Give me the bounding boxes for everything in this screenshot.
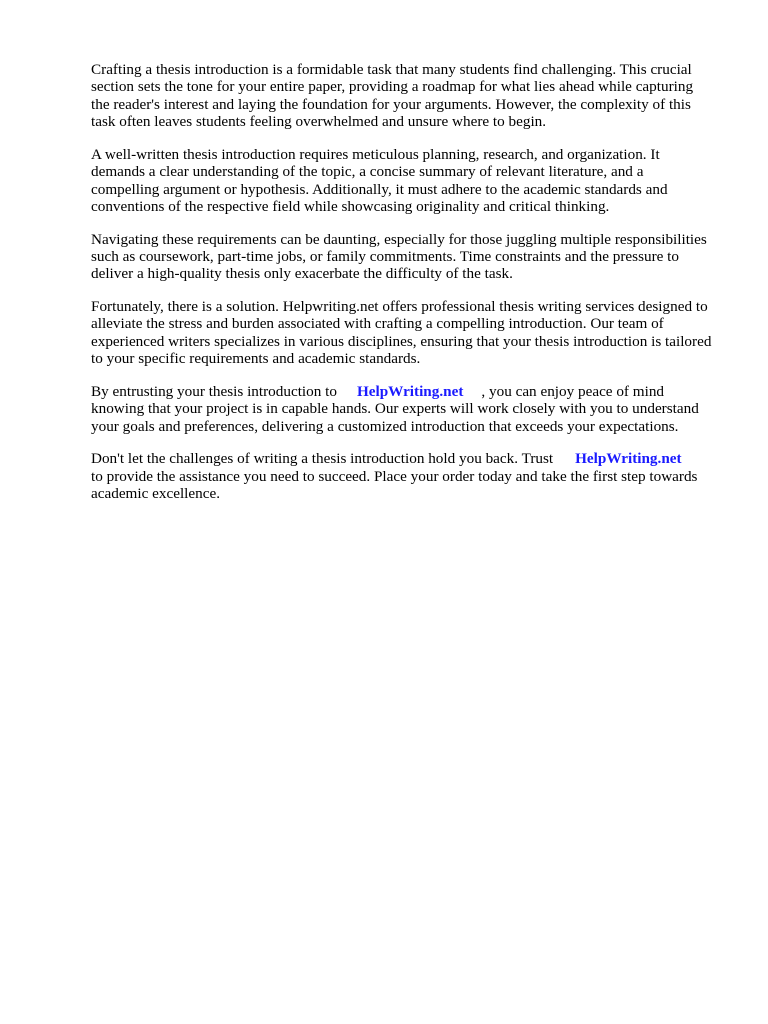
paragraph-text: Don't let the challenges of writing a thesis introduction hold you back. Trust: [91, 450, 554, 468]
paragraph-line: academic excellence.: [91, 485, 220, 503]
paragraph-line: alleviate the stress and burden associated with crafting a compelling introduction. Our team of: [91, 315, 664, 333]
paragraph-6: [91, 450, 731, 502]
paragraph-line: [91, 383, 731, 400]
paragraph-line: task often leaves students feeling overwhelmed and unsure where to begin.: [91, 113, 547, 131]
paragraph-line: deliver a high-quality thesis only exacerbate the difficulty of the task.: [91, 265, 513, 283]
paragraph-line: experienced writers specializes in various disciplines, ensuring that your thesis introduction is tailored: [91, 332, 712, 350]
paragraph-line: to provide the assistance you need to succeed. Place your order today and take the first step towards: [91, 467, 698, 485]
paragraph-line: such as coursework, part-time jobs, or family commitments. Time constraints and the pressure to: [91, 248, 679, 266]
paragraph-line: the reader's interest and laying the foundation for your arguments. However, the complexity of this: [91, 95, 691, 113]
document-page: [91, 61, 731, 518]
paragraph-2: [91, 146, 731, 216]
paragraph-line: [91, 450, 731, 467]
paragraph-line: knowing that your project is in capable hands. Our experts will work closely with you to understand: [91, 400, 699, 418]
paragraph-line: Fortunately, there is a solution. Helpwriting.net offers professional thesis writing services designed to: [91, 298, 708, 316]
helpwriting-link[interactable]: HelpWriting.net: [575, 450, 682, 468]
paragraph-line: section sets the tone for your entire paper, providing a roadmap for what lies ahead while capturing: [91, 78, 694, 96]
paragraph-line: conventions of the respective field while showcasing originality and critical thinking.: [91, 198, 610, 216]
paragraph-5: [91, 383, 731, 435]
paragraph-text: By entrusting your thesis introduction to: [91, 382, 337, 400]
paragraph-line: your goals and preferences, delivering a customized introduction that exceeds your expectations.: [91, 417, 679, 435]
helpwriting-link[interactable]: HelpWriting.net: [356, 382, 464, 400]
paragraph-line: compelling argument or hypothesis. Additionally, it must adhere to the academic standards and: [91, 180, 668, 198]
paragraph-text: , you can enjoy peace of mind: [481, 382, 665, 400]
paragraph-line: Crafting a thesis introduction is a formidable task that many students find challenging. This crucial: [91, 61, 692, 78]
paragraph-3: [91, 231, 731, 283]
paragraph-1: [91, 61, 731, 131]
paragraph-4: [91, 298, 731, 368]
paragraph-line: Navigating these requirements can be daunting, especially for those juggling multiple responsibilities: [91, 230, 707, 248]
paragraph-line: to your specific requirements and academic standards.: [91, 350, 421, 368]
paragraph-line: demands a clear understanding of the topic, a concise summary of relevant literature, and a: [91, 163, 644, 181]
paragraph-line: A well-written thesis introduction requires meticulous planning, research, and organization. It: [91, 145, 660, 163]
